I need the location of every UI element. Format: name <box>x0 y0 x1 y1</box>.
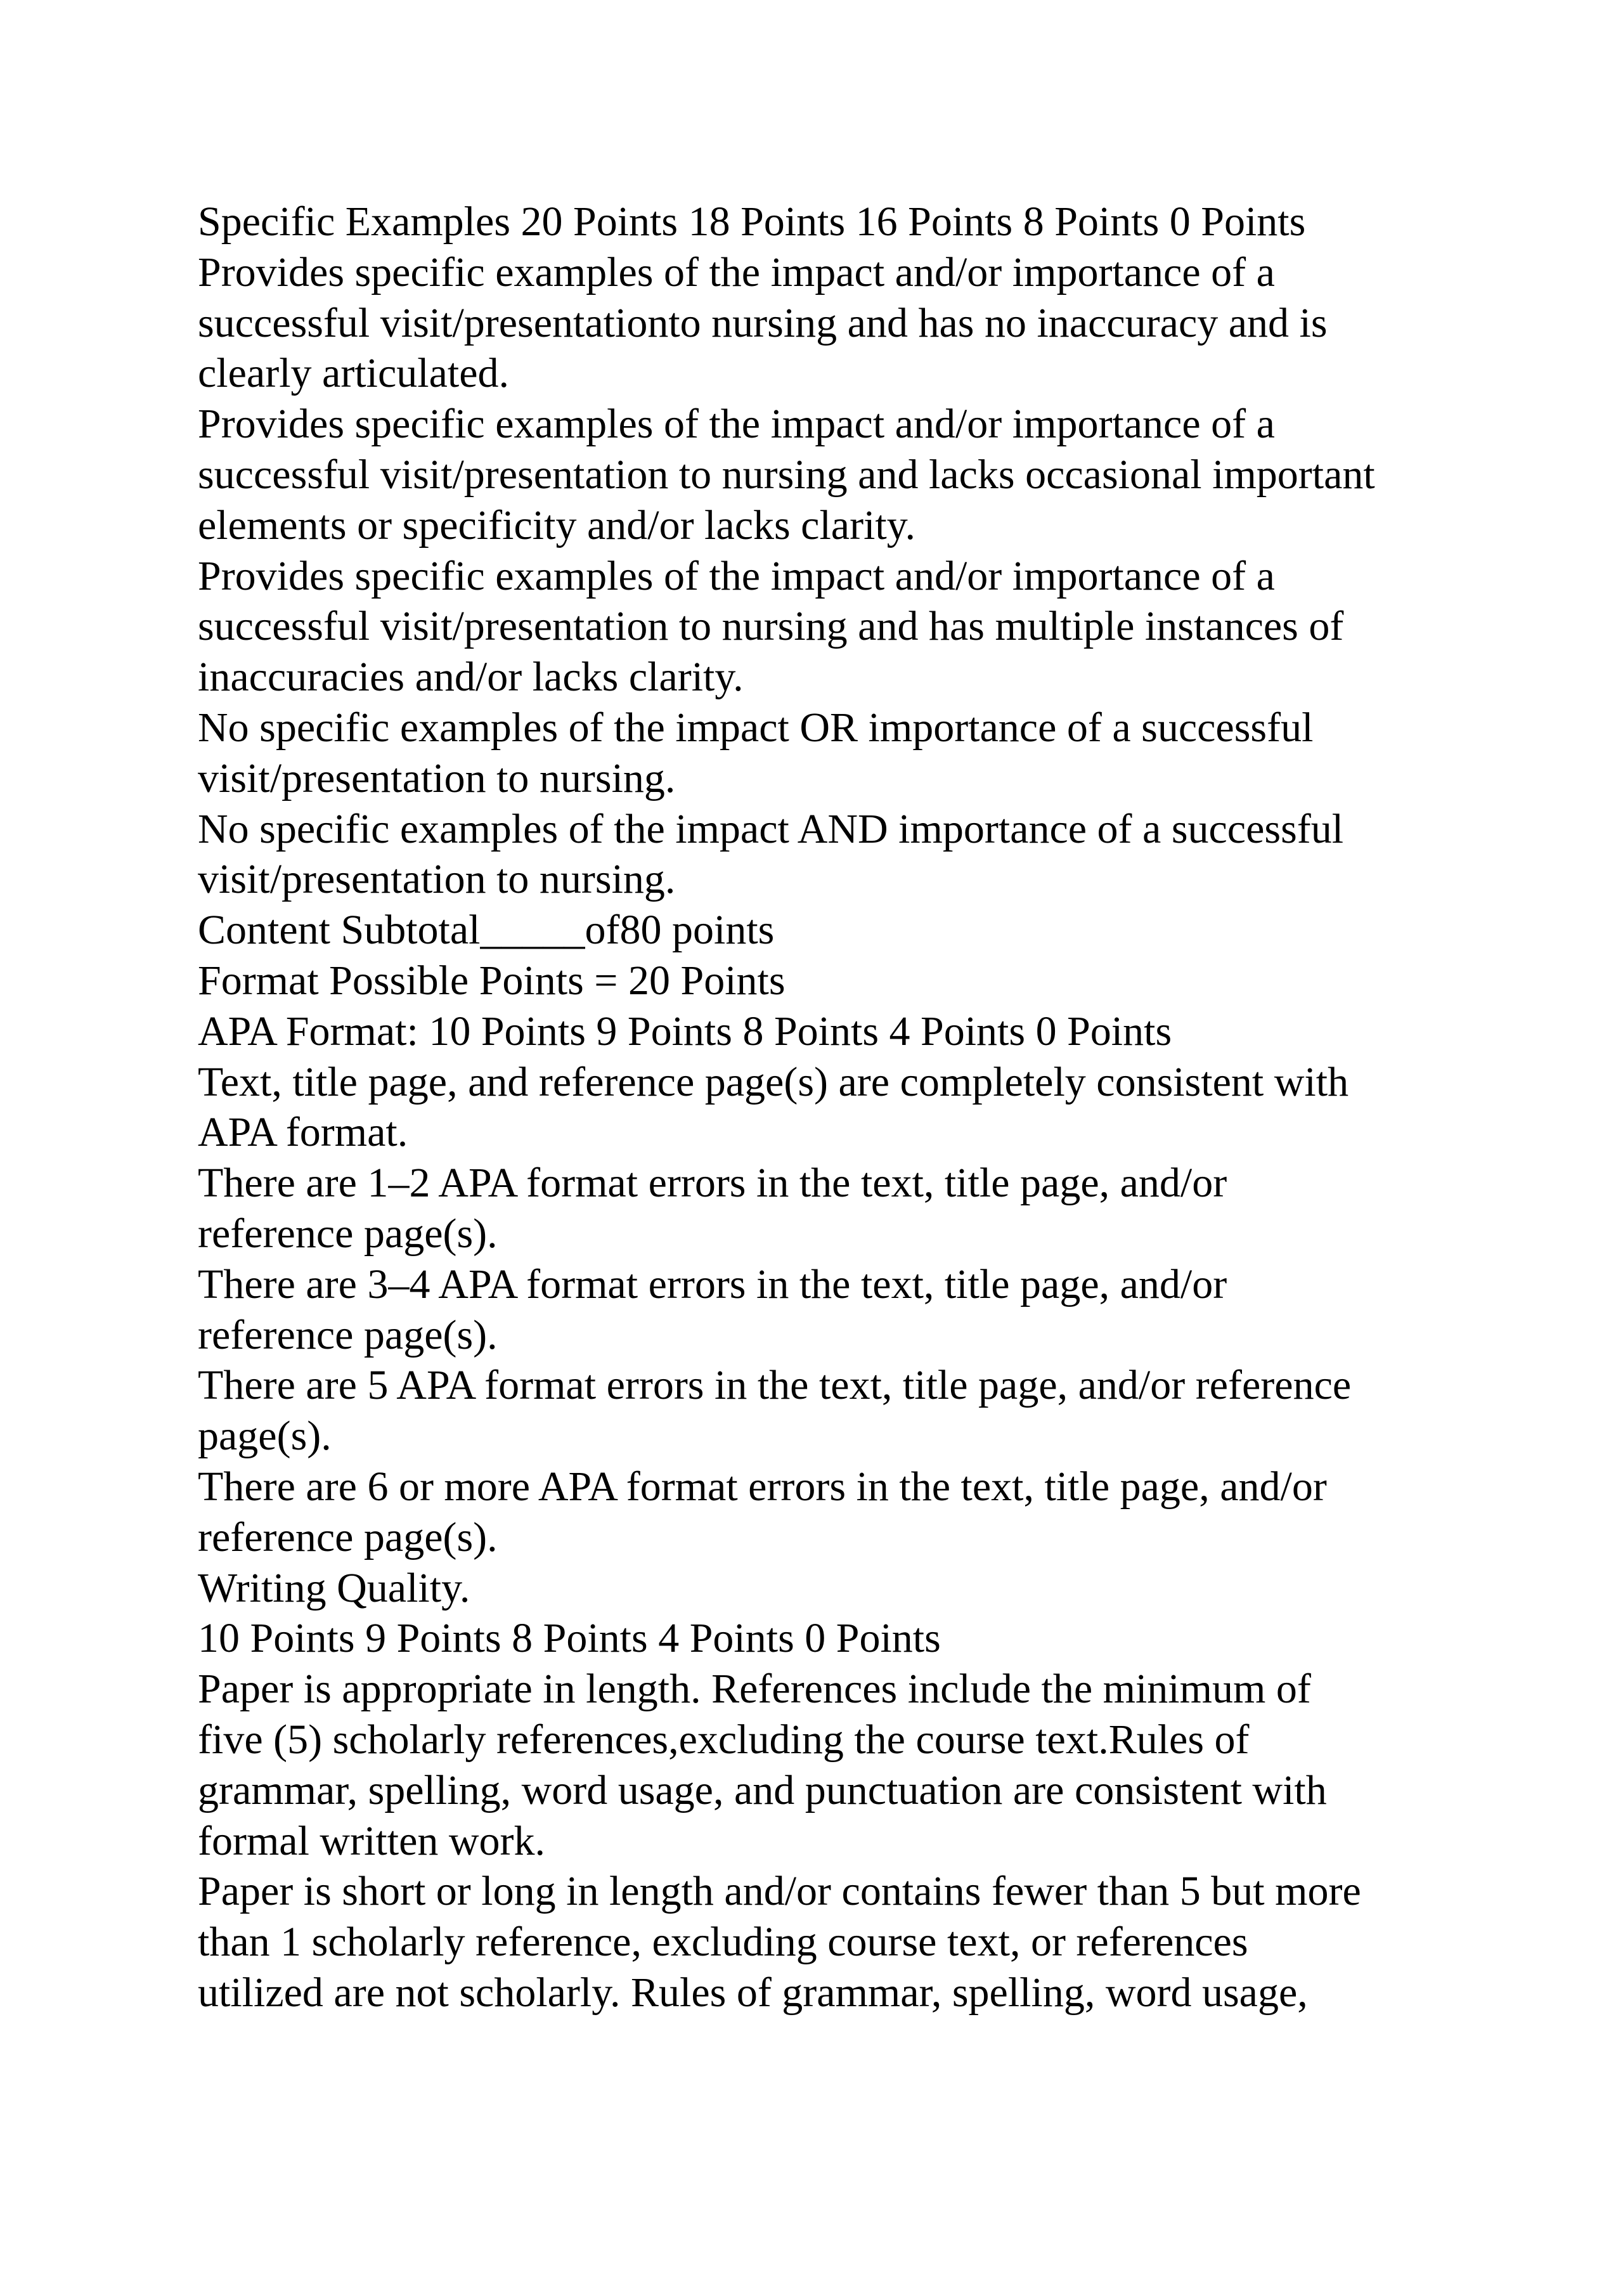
text-line: There are 1–2 APA format errors in the text, title page, and/or <box>198 1160 1227 1207</box>
text-line: Provides specific examples of the impact and/or importance of a <box>198 552 1275 599</box>
text-line: grammar, spelling, word usage, and punctuation are consistent with <box>198 1767 1327 1813</box>
text-line: Format Possible Points = 20 Points <box>198 957 786 1004</box>
text-line: reference page(s). <box>198 1514 498 1560</box>
text-line: There are 3–4 APA format errors in the text, title page, and/or <box>198 1261 1227 1307</box>
text-line: page(s). <box>198 1413 332 1460</box>
text-line: reference page(s). <box>198 1311 498 1358</box>
text-line: Provides specific examples of the impact and/or importance of a <box>198 249 1275 295</box>
text-line: Paper is short or long in length and/or contains fewer than 5 but more <box>198 1868 1361 1915</box>
document-body-text <box>198 197 1491 2018</box>
text-line: five (5) scholarly references,excluding the course text.Rules of <box>198 1716 1250 1763</box>
text-line: formal written work. <box>198 1817 546 1864</box>
text-line: visit/presentation to nursing. <box>198 755 676 801</box>
text-line: than 1 scholarly reference, excluding course text, or references <box>198 1919 1248 1966</box>
text-line: Content Subtotal_____of80 points <box>198 907 775 954</box>
text-line: Paper is appropriate in length. References include the minimum of <box>198 1666 1311 1713</box>
text-line: APA format. <box>198 1109 408 1156</box>
text-line: successful visit/presentation to nursing and has multiple instances of <box>198 603 1344 650</box>
text-line: 10 Points 9 Points 8 Points 4 Points 0 Points <box>198 1615 941 1662</box>
text-line: Specific Examples 20 Points 18 Points 16 Points 8 Points 0 Points <box>198 198 1306 245</box>
text-line: There are 5 APA format errors in the text, title page, and/or reference <box>198 1362 1352 1409</box>
text-line: successful visit/presentation to nursing and lacks occasional important <box>198 451 1375 498</box>
text-line: visit/presentation to nursing. <box>198 856 676 903</box>
text-line: Provides specific examples of the impact and/or importance of a <box>198 401 1275 448</box>
text-line: Writing Quality. <box>198 1564 470 1611</box>
text-line: There are 6 or more APA format errors in the text, title page, and/or <box>198 1463 1327 1510</box>
text-line: utilized are not scholarly. Rules of grammar, spelling, word usage, <box>198 1969 1308 2016</box>
text-line: successful visit/presentationto nursing and has no inaccuracy and is <box>198 299 1328 346</box>
text-line: No specific examples of the impact AND importance of a successful <box>198 805 1344 852</box>
text-line: APA Format: 10 Points 9 Points 8 Points 4 Points 0 Points <box>198 1008 1172 1054</box>
text-line: No specific examples of the impact OR importance of a successful <box>198 704 1314 751</box>
text-line: reference page(s). <box>198 1210 498 1257</box>
text-line: clearly articulated. <box>198 350 510 397</box>
text-line: elements or specificity and/or lacks clarity. <box>198 502 915 548</box>
text-line: Text, title page, and reference page(s) are completely consistent with <box>198 1058 1349 1105</box>
text-line: inaccuracies and/or lacks clarity. <box>198 654 744 701</box>
